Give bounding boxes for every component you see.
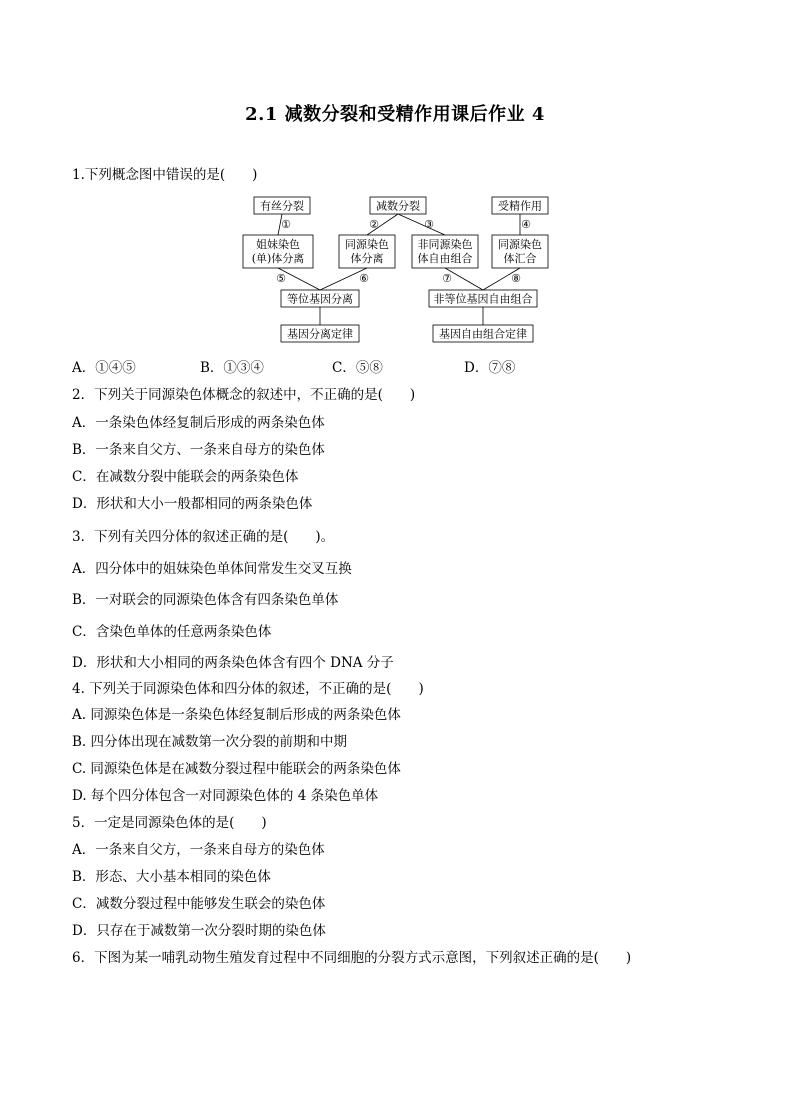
question-5-option-c[interactable]: C．减数分裂过程中能够发生联会的染色体: [72, 896, 326, 912]
diagram-label: (单)体分离: [251, 252, 305, 265]
circled-number: ①: [281, 218, 291, 231]
circled-number: ⑤: [276, 272, 286, 285]
circled-number: ⑥: [359, 272, 369, 285]
question-1-options: [72, 356, 632, 374]
question-4-option-a[interactable]: A. 同源染色体是一条染色体经复制后形成的两条染色体: [72, 707, 401, 723]
question-2-option-d[interactable]: D．形状和大小一般都相同的两条染色体: [72, 496, 313, 512]
question-1-stem: 1.下列概念图中错误的是( ): [72, 167, 258, 183]
diagram-label: 等位基因分离: [287, 292, 353, 306]
question-2-option-c[interactable]: C．在减数分裂中能联会的两条染色体: [72, 469, 299, 485]
diagram-label: 体分离: [350, 252, 384, 265]
circled-number: ⑧: [511, 272, 521, 285]
question-3-option-a[interactable]: A．四分体中的姐妹染色单体间常发生交叉互换: [72, 561, 352, 577]
question-6-stem: 6．下图为某一哺乳动物生殖发育过程中不同细胞的分裂方式示意图，下列叙述正确的是( ): [72, 950, 632, 966]
question-4-option-c[interactable]: C. 同源染色体是在减数分裂过程中能联会的两条染色体: [72, 761, 401, 777]
page-title: 2.1 减数分裂和受精作用课后作业 4: [245, 104, 545, 125]
question-4-option-b[interactable]: B. 四分体出现在减数第一次分裂的前期和中期: [72, 734, 348, 750]
question-2-option-a[interactable]: A．一条染色体经复制后形成的两条染色体: [72, 415, 325, 431]
question-3-option-b[interactable]: B．一对联会的同源染色体含有四条染色单体: [72, 592, 339, 608]
circled-number: ④: [521, 218, 531, 231]
question-3-option-c[interactable]: C．含染色单体的任意两条染色体: [72, 624, 272, 640]
option-a[interactable]: A．①④⑤: [72, 360, 136, 376]
question-2-option-b[interactable]: B．一条来自父方、一条来自母方的染色体: [72, 442, 325, 458]
question-4-option-d[interactable]: D. 每个四分体包含一对同源染色体的 4 条染色单体: [72, 788, 379, 804]
question-3-option-d[interactable]: D．形状和大小相同的两条染色体含有四个 DNA 分子: [72, 655, 394, 671]
diagram-label: 减数分裂: [376, 199, 420, 213]
question-5-option-b[interactable]: B．形态、大小基本相同的染色体: [72, 869, 271, 885]
question-5-option-d[interactable]: D．只存在于减数第一次分裂时期的染色体: [72, 923, 326, 939]
question-4-stem: 4. 下列关于同源染色体和四分体的叙述，不正确的是( ): [72, 681, 424, 697]
question-3-stem: 3．下列有关四分体的叙述正确的是( )。: [72, 529, 335, 545]
option-b[interactable]: B．①③④: [200, 360, 264, 376]
diagram-label: 受精作用: [498, 199, 542, 213]
circled-number: ⑦: [442, 272, 452, 285]
diagram-label: 有丝分裂: [260, 199, 304, 213]
diagram-label: 同源染色: [345, 238, 389, 251]
question-5-option-a[interactable]: A．一条来自父方，一条来自母方的染色体: [72, 842, 325, 858]
diagram-label: 基因分离定律: [287, 327, 353, 341]
question-2-stem: 2．下列关于同源染色体概念的叙述中，不正确的是( ): [72, 387, 416, 403]
diagram-label: 非同源染色: [417, 238, 473, 251]
diagram-label: 体汇合: [503, 252, 537, 265]
question-5-stem: 5．一定是同源染色体的是( ): [72, 815, 267, 831]
diagram-label: 基因自由组合定律: [439, 327, 527, 341]
concept-diagram: [230, 192, 550, 344]
option-c[interactable]: C．⑤⑧: [332, 360, 383, 376]
option-d[interactable]: D．⑦⑧: [464, 360, 516, 376]
diagram-label: 同源染色: [498, 238, 542, 251]
diagram-label: 非等位基因自由组合: [433, 292, 533, 306]
circled-number: ③: [424, 218, 434, 231]
circled-number: ②: [369, 218, 379, 231]
diagram-label: 姐妹染色: [256, 238, 300, 251]
diagram-label: 体自由组合: [417, 252, 473, 265]
